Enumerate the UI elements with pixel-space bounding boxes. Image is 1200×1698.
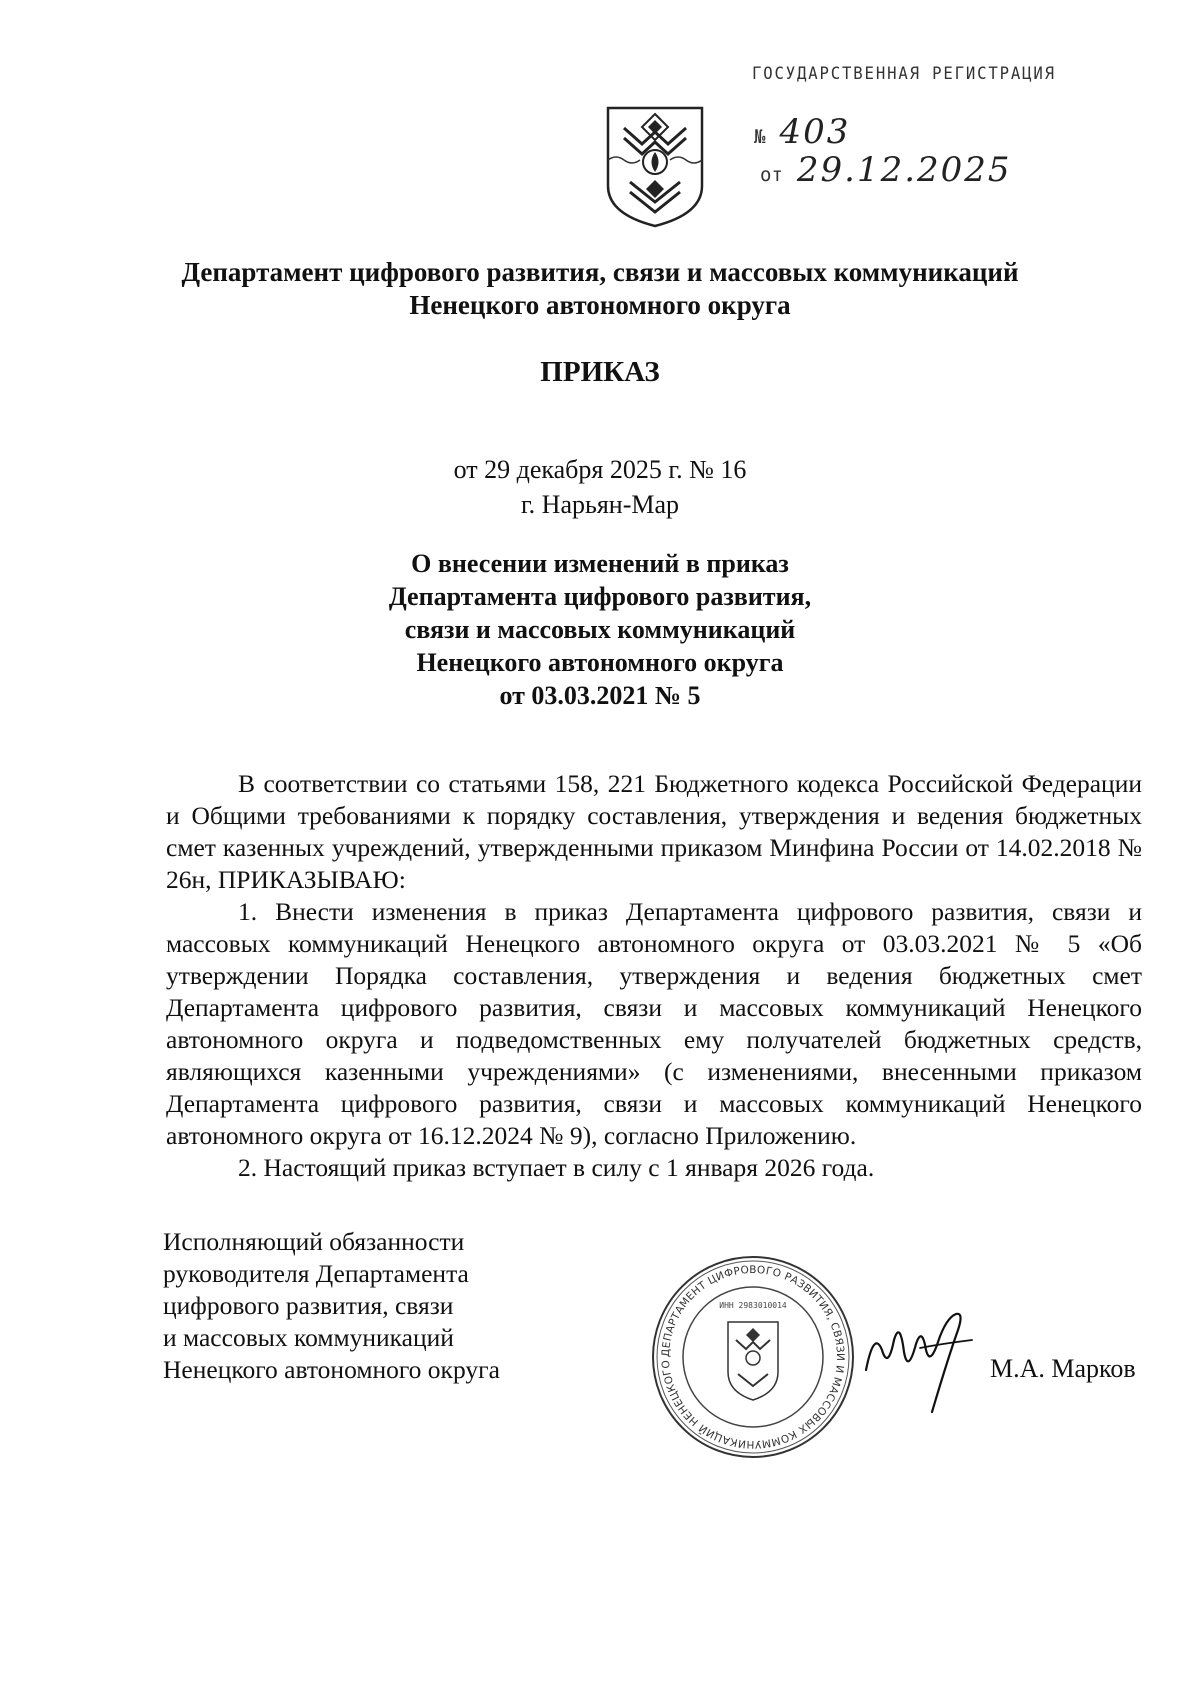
order-body — [166, 768, 1142, 1184]
document-type: ПРИКАЗ — [540, 356, 660, 388]
signer-name: М.А. Марков — [990, 1354, 1136, 1383]
subject-line2: Департамента цифрового развития, — [388, 582, 812, 611]
signer-position-line5: Ненецкого автономного округа — [163, 1355, 500, 1384]
seal-inn-text: ИНН 2983010014 — [719, 1301, 787, 1310]
order-date-number: от 29 декабря 2025 г. № 16 — [453, 455, 747, 484]
signer-position — [163, 1226, 500, 1386]
preamble-paragraph: В соответствии со статьями 158, 221 Бюджетного кодекса Российской Федерации и Общими требованиями к порядку составления, утверждения и ведения бюджетных смет казенных учреждений, утвержденными приказом Минфина России от 14.02.2018 № 26н, ПРИКАЗЫВАЮ: — [166, 769, 1142, 894]
registration-stamp-title: ГОСУДАРСТВЕННАЯ РЕГИСТРАЦИЯ — [752, 64, 1056, 84]
coat-of-arms-icon — [604, 104, 706, 230]
department-name — [100, 256, 1100, 322]
registration-number — [754, 112, 850, 152]
item-1-paragraph: 1. Внести изменения в приказ Департамента цифрового развития, связи и массовых коммуникаций Ненецкого автономного округа от 03.03.2021 № 5 «Об утверждении Порядка составления, утверждения и ведения бюджетных смет Департамента цифрового развития, связи и массовых коммуникаций Ненецкого автономного округа и подведомственных ему получателей бюджетных средств, являющихся казенными учреждениями» (с изменениями, внесенными приказом Департамента цифрового развития, связи и массовых коммуникаций Ненецкого автономного округа от 16.12.2024 № 9), согласно Приложению. — [166, 897, 1142, 1150]
signer-position-line4: и массовых коммуникаций — [163, 1323, 454, 1352]
order-meta — [100, 452, 1100, 522]
subject-line5: от 03.03.2021 № 5 — [499, 681, 701, 710]
registration-number-value: 403 — [779, 112, 851, 152]
subject-line4: Ненецкого автономного округа — [416, 648, 784, 677]
order-subject — [100, 547, 1100, 712]
signer-position-line3: цифрового развития, связи — [163, 1291, 454, 1320]
handwritten-signature-icon — [860, 1300, 980, 1420]
official-seal-icon — [648, 1252, 858, 1462]
subject-line3: связи и массовых коммуникаций — [404, 615, 796, 644]
department-name-line1: Департамент цифрового развития, связи и массовых коммуникаций — [181, 257, 1019, 287]
registration-date — [760, 150, 1012, 190]
department-name-line2: Ненецкого автономного округа — [409, 290, 791, 320]
signer-position-line2: руководителя Департамента — [163, 1259, 469, 1288]
signer-position-line1: Исполняющий обязанности — [163, 1227, 465, 1256]
order-place: г. Нарьян-Мар — [520, 490, 680, 519]
seal-ring-text: ДЕПАРТАМЕНТ ЦИФРОВОГО РАЗВИТИЯ, СВЯЗИ И МАССОВЫХ КОММУНИКАЦИЙ НЕНЕЦКОГО — [659, 1263, 847, 1451]
registration-number-prefix: № — [754, 126, 766, 148]
registration-date-value: 29.12.2025 — [796, 150, 1012, 190]
subject-line1: О внесении изменений в приказ — [411, 549, 789, 578]
registration-date-prefix: от — [760, 164, 783, 186]
svg-text:ДЕПАРТАМЕНТ ЦИФРОВОГО РАЗВИТИЯ — [648, 1252, 846, 1450]
item-2-paragraph: 2. Настоящий приказ вступает в силу с 1 января 2026 года. — [238, 1153, 875, 1182]
